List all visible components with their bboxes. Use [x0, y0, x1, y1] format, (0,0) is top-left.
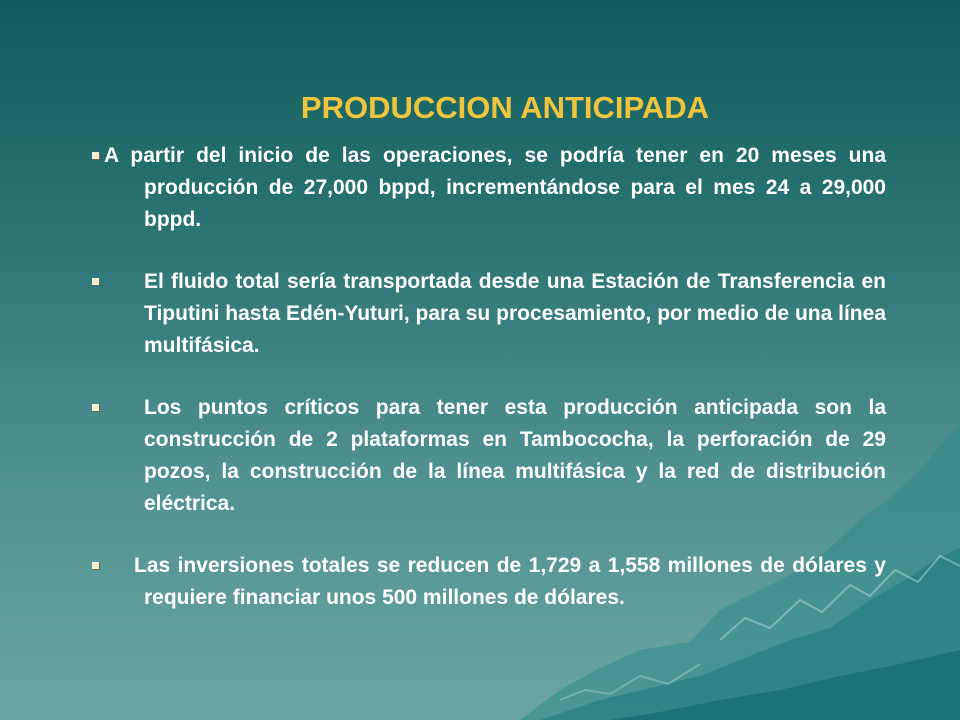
- bullet-item: [90, 266, 886, 362]
- square-bullet-icon: [92, 404, 99, 411]
- bullet-list: [90, 140, 886, 614]
- bullet-item: [90, 140, 886, 236]
- slide-title: PRODUCCION ANTICIPADA: [300, 90, 710, 125]
- square-bullet-icon: [92, 278, 99, 285]
- bullet-text: A partir del inicio de las operaciones, se podría tener en 20 meses una producción de 27,000 bppd, incrementándose para el mes 24 a 29,000 bppd.: [104, 144, 886, 231]
- bullet-text: El fluido total sería transportada desde una Estación de Transferencia en Tiputini hasta Edén-Yuturi, para su procesamiento, por medio de una línea multifásica.: [144, 270, 886, 357]
- bullet-text: Los puntos críticos para tener esta producción anticipada son la construcción de 2 plataformas en Tambococha, la perforación de 29 pozos, la construcción de la línea multifásica y la red de distribución eléctrica.: [144, 396, 886, 515]
- bullet-text: Las inversiones totales se reducen de 1,729 a 1,558 millones de dólares y requiere financiar unos 500 millones de dólares.: [134, 554, 886, 609]
- square-bullet-icon: [92, 152, 99, 159]
- square-bullet-icon: [92, 562, 99, 569]
- bullet-item: [90, 550, 886, 614]
- bullet-item: [90, 392, 886, 520]
